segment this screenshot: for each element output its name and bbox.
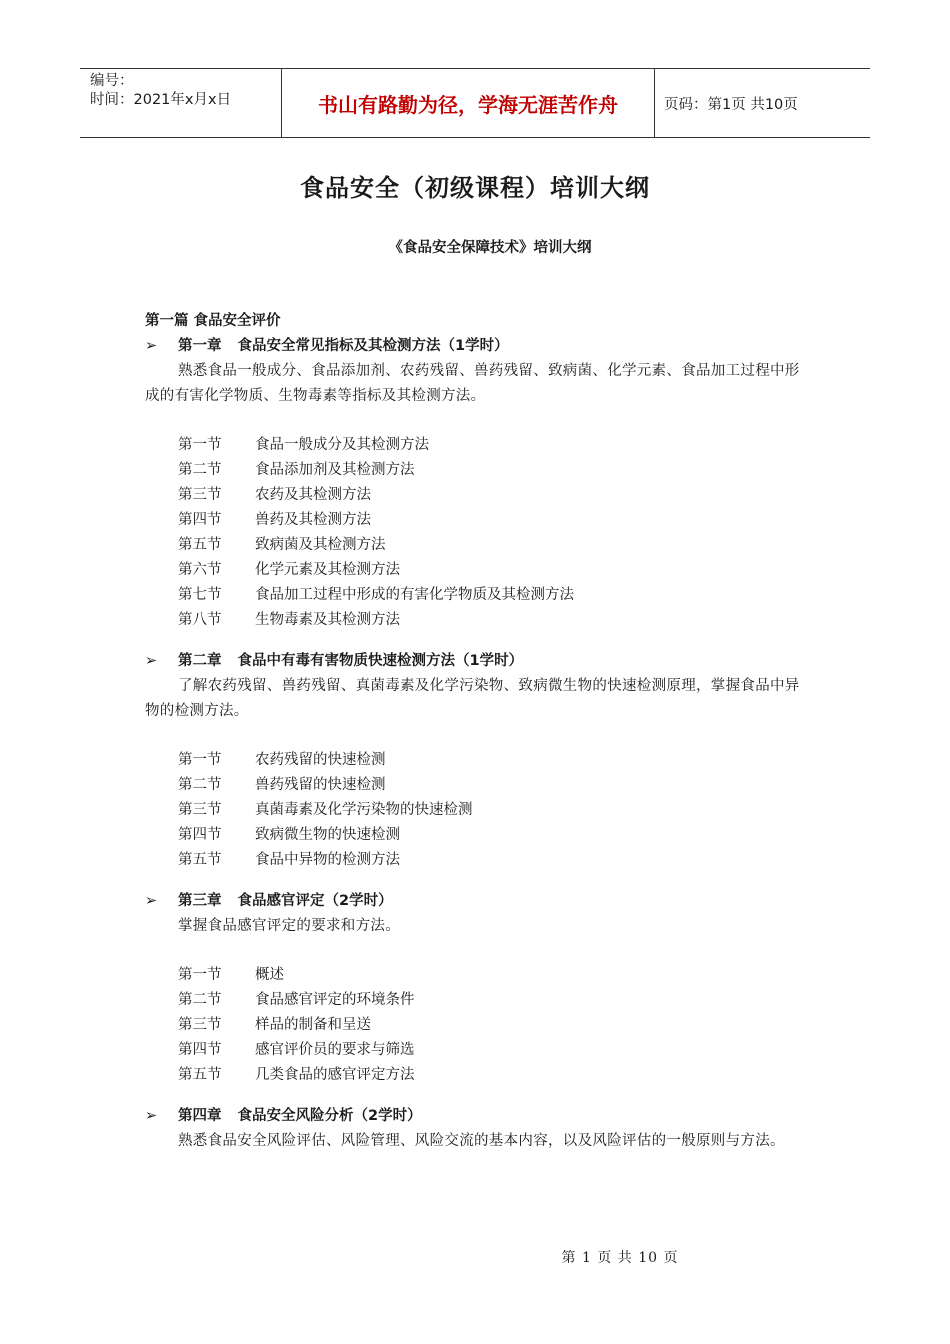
chapter-description: 熟悉食品安全风险评估、风险管理、风险交流的基本内容，以及风险评估的一般原则与方法。 <box>178 1133 785 1149</box>
section-item <box>178 848 810 873</box>
section-item <box>178 988 810 1013</box>
section-name: 农药及其检测方法 <box>255 487 371 503</box>
chapter-list <box>145 334 810 1154</box>
section-name: 食品感官评定的环境条件 <box>255 992 415 1008</box>
section-item <box>178 608 810 633</box>
section-item <box>178 558 810 583</box>
section-name: 感官评价员的要求与筛选 <box>255 1042 415 1058</box>
section-item <box>178 433 810 458</box>
chapter-name: 食品感官评定（2学时） <box>237 893 393 909</box>
section-number: 第三节 <box>178 802 222 818</box>
chapter-heading <box>145 649 810 674</box>
chapter-description: 熟悉食品一般成分、食品添加剂、农药残留、兽药残留、致病菌、化学元素、食品加工过程中形成的有害化学物质、生物毒素等指标及其检测方法。 <box>145 363 800 404</box>
section-name: 食品中异物的检测方法 <box>255 852 400 868</box>
section-name: 农药残留的快速检测 <box>255 752 386 768</box>
motto: 书山有路勤为径，学海无涯苦作舟 <box>281 69 655 137</box>
section-number: 第六节 <box>178 562 222 578</box>
section-item <box>178 963 810 988</box>
header-meta <box>80 69 281 137</box>
chapter-heading <box>145 334 810 359</box>
section-item <box>178 1063 810 1088</box>
section-item <box>178 1038 810 1063</box>
section-name: 几类食品的感官评定方法 <box>255 1067 415 1083</box>
section-item <box>178 508 810 533</box>
section-name: 食品添加剂及其检测方法 <box>255 462 415 478</box>
section-number: 第七节 <box>178 587 222 603</box>
chapter-heading <box>145 889 810 914</box>
section-item <box>178 583 810 608</box>
section-number: 第一节 <box>178 967 222 983</box>
document-title: 食品安全（初级课程）培训大纲 <box>300 174 650 202</box>
section-name: 生物毒素及其检测方法 <box>255 612 400 628</box>
section-number: 第二节 <box>178 992 222 1008</box>
section-number: 第二节 <box>178 777 222 793</box>
section-number: 第三节 <box>178 487 222 503</box>
section-number: 第四节 <box>178 512 222 528</box>
section-name: 致病菌及其检测方法 <box>255 537 386 553</box>
chapter-name: 食品安全风险分析（2学时） <box>237 1108 422 1124</box>
chapter-block <box>145 873 810 1088</box>
section-number: 第二节 <box>178 462 222 478</box>
section-number: 第四节 <box>178 827 222 843</box>
section-list <box>178 748 810 873</box>
chapter-block <box>145 633 810 873</box>
chapter-number: 第二章 <box>178 653 222 669</box>
chapter-gap <box>145 873 810 889</box>
section-item <box>178 458 810 483</box>
section-number: 第一节 <box>178 752 222 768</box>
number-label: 编号： <box>90 73 134 89</box>
section-name: 兽药残留的快速检测 <box>255 777 386 793</box>
section-number: 第四节 <box>178 1042 222 1058</box>
chapter-gap <box>145 633 810 649</box>
chapter-name: 食品中有毒有害物质快速检测方法（1学时） <box>237 653 524 669</box>
chapter-heading <box>145 1104 810 1129</box>
section-name: 概述 <box>255 967 284 983</box>
section-name: 真菌毒素及化学污染物的快速检测 <box>255 802 473 818</box>
document-subtitle: 《食品安全保障技术》培训大纲 <box>388 240 592 256</box>
chapter-block <box>145 334 810 633</box>
chapter-description: 了解农药残留、兽药残留、真菌毒素及化学污染物、致病微生物的快速检测原理，掌握食品中异物的检测方法。 <box>145 678 800 719</box>
section-number: 第五节 <box>178 1067 222 1083</box>
section-number: 第八节 <box>178 612 222 628</box>
time-label: 时间：2021年x月x日 <box>90 92 232 108</box>
section-name: 化学元素及其检测方法 <box>255 562 400 578</box>
chapter-number: 第一章 <box>178 338 222 354</box>
chapter-number: 第四章 <box>178 1108 222 1124</box>
chapter-description: 掌握食品感官评定的要求和方法。 <box>178 918 400 934</box>
section-number: 第三节 <box>178 1017 222 1033</box>
section-name: 食品加工过程中形成的有害化学物质及其检测方法 <box>255 587 574 603</box>
page-label: 页码：第1页 共10页 <box>664 96 798 113</box>
chapter-block <box>145 1088 810 1154</box>
section-item <box>178 748 810 773</box>
chapter-number: 第三章 <box>178 893 222 909</box>
page-footer: 第 1 页 共 10 页 <box>561 1250 679 1266</box>
section-list <box>178 963 810 1088</box>
section-item <box>178 798 810 823</box>
section-name: 致病微生物的快速检测 <box>255 827 400 843</box>
section-name: 样品的制备和呈送 <box>255 1017 371 1033</box>
section-item <box>178 1013 810 1038</box>
section-number: 第一节 <box>178 437 222 453</box>
section-item <box>178 483 810 508</box>
section-number: 第五节 <box>178 537 222 553</box>
section-number: 第五节 <box>178 852 222 868</box>
arrow-bullet-icon: ➢ <box>145 338 158 354</box>
arrow-bullet-icon: ➢ <box>145 893 158 909</box>
section-name: 食品一般成分及其检测方法 <box>255 437 429 453</box>
chapter-gap <box>145 1088 810 1104</box>
section-list <box>178 433 810 633</box>
part-heading: 第一篇 食品安全评价 <box>145 313 281 329</box>
outline-content <box>145 309 810 1154</box>
arrow-bullet-icon: ➢ <box>145 653 158 669</box>
section-item <box>178 773 810 798</box>
section-name: 兽药及其检测方法 <box>255 512 371 528</box>
section-item <box>178 823 810 848</box>
chapter-name: 食品安全常见指标及其检测方法（1学时） <box>237 338 509 354</box>
header-table <box>80 68 870 138</box>
section-item <box>178 533 810 558</box>
arrow-bullet-icon: ➢ <box>145 1108 158 1124</box>
